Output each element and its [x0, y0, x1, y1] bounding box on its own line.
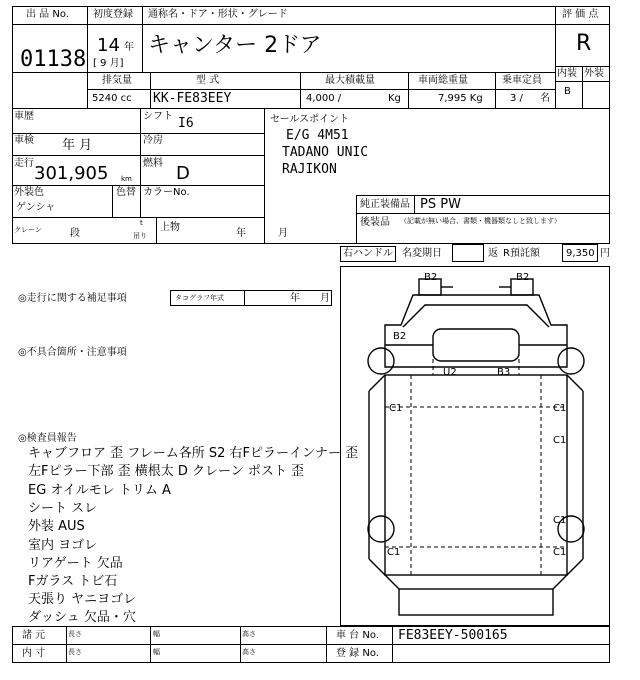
model-code: KK-FE83EEY: [153, 91, 232, 106]
inspection-label: 車検: [14, 135, 34, 146]
dims-label: 諸 元: [22, 630, 46, 641]
r-prediction-label: R預託額: [503, 248, 540, 259]
history-label: 車歴: [14, 111, 34, 122]
mileage-value: 301,905: [34, 163, 109, 184]
max-load-unit: Kg: [388, 93, 401, 104]
driving-notes-label: ◎走行に関する補足事項: [18, 293, 127, 304]
report-line-1: キャブフロア 歪 フレーム各所 S2 右Fピラーインナー 歪: [28, 446, 359, 461]
displacement-label: 排気量: [102, 75, 132, 86]
report-line-8: Fガラス トビ石: [28, 574, 118, 589]
mark-c1-right-low: C1: [553, 515, 567, 526]
mark-b2-left-mirror: B2: [424, 272, 438, 283]
chassis-label: 車 台 No.: [336, 630, 379, 641]
gross-weight: 7,995 Kg: [438, 93, 483, 104]
height-label-2: 高さ: [242, 648, 256, 656]
equipment-value: PS PW: [420, 197, 461, 212]
report-line-7: リアゲート 欠品: [28, 556, 123, 571]
exterior-label: 外装: [584, 68, 604, 79]
sales-point-line-1: E/G 4M51: [286, 128, 349, 143]
capacity: 3 /: [510, 93, 523, 104]
name-change-label: 名変期日: [402, 248, 442, 259]
rhd-label: 右ハンドル: [343, 248, 393, 259]
crane-ton: t: [140, 219, 143, 227]
interior-grade: B: [564, 86, 571, 97]
tacho-year: 年: [290, 293, 300, 304]
damage-diagram: [340, 266, 610, 626]
height-label-1: 高さ: [242, 630, 256, 638]
crane-label: クレーン: [14, 226, 42, 234]
max-load: 4,000 /: [306, 93, 342, 104]
report-line-5: 外装 AUS: [28, 519, 85, 534]
report-line-9: 天張り ヤニヨゴレ: [28, 592, 137, 607]
report-line-2: 左Fピラー下部 歪 横根太 D クレーン ポスト 歪: [28, 464, 305, 479]
sales-point-label: セールスポイント: [270, 114, 350, 125]
lot-label: 出 品 No.: [26, 9, 69, 20]
length-label-1: 長さ: [68, 630, 82, 638]
inner-dims-label: 内 寸: [22, 648, 46, 659]
crane-stage: 段: [70, 228, 80, 239]
r-amount: 9,350: [566, 248, 595, 259]
crane-year: 年: [236, 228, 246, 239]
tacho-month: 月: [320, 293, 330, 304]
mileage-label: 走行: [14, 158, 34, 169]
width-label-2: 幅: [153, 648, 160, 656]
width-label-1: 幅: [153, 630, 160, 638]
defects-label: ◎不具合箇所・注意事項: [18, 347, 127, 358]
mark-c1-right-rear: C1: [553, 547, 567, 558]
report-line-3: EG オイルモレ トリム A: [28, 483, 171, 498]
first-reg-label: 初度登録: [93, 9, 133, 20]
mark-u2: U2: [443, 367, 457, 378]
top-border: [12, 6, 610, 7]
inspector-report-label: ◎検査員報告: [18, 433, 77, 444]
car-name: キャンター 2ドア: [148, 33, 322, 58]
gross-weight-label: 車両総重量: [418, 75, 468, 86]
mark-b2-right-mirror: B2: [516, 272, 530, 283]
chassis-number: FE83EEY-500165: [398, 628, 508, 643]
color-no-label: カラーNo.: [143, 187, 190, 198]
mark-c1-left-rear: C1: [387, 547, 401, 558]
model-label: 型 式: [196, 75, 220, 86]
return-label: 返: [488, 248, 498, 259]
mark-c1-left-upper: C1: [389, 403, 403, 414]
mark-b2-cab: B2: [393, 331, 407, 342]
tachograph-label: タコグラフ年式: [175, 294, 224, 302]
rating-value: R: [576, 31, 592, 56]
fuel-value: D: [176, 163, 190, 184]
inspection-value: 年 月: [62, 138, 93, 153]
aircon-label: 冷房: [143, 135, 163, 146]
capacity-unit: 名: [540, 93, 550, 104]
report-line-4: シート スレ: [28, 501, 98, 516]
capacity-label: 乗車定員: [502, 75, 542, 86]
first-reg-month: [ 9 月]: [93, 58, 124, 69]
mileage-unit: km: [121, 175, 132, 183]
displacement: 5240 cc: [92, 93, 132, 104]
right-border: [609, 6, 610, 109]
registration-label: 登 録 No.: [336, 648, 379, 659]
sales-point-line-2: TADANO UNIC: [282, 145, 369, 160]
first-reg-year: 14: [97, 35, 120, 56]
aftermarket-note: （記載が無い場合、書類・機器類なしと致します）: [400, 217, 561, 225]
equipment-label: 純正装備品: [360, 199, 410, 210]
shift-value: I6: [178, 116, 194, 131]
report-line-10: ダッシュ 欠品・穴: [28, 610, 136, 625]
car-name-label: 通称名・ドア・形状・グレード: [148, 9, 288, 20]
crane-month: 月: [278, 228, 288, 239]
mark-c1-right-mid: C1: [553, 435, 567, 446]
report-line-6: 室内 ヨゴレ: [28, 538, 98, 553]
rating-label: 評 価 点: [562, 9, 599, 20]
left-border: [12, 6, 13, 109]
crane-mount-label: 上物: [160, 222, 180, 233]
sales-point-line-3: RAJIKON: [282, 162, 337, 177]
aftermarket-label: 後装品: [360, 217, 390, 228]
shift-label: シフト: [143, 111, 173, 122]
ext-color-value: ゲンシャ: [16, 202, 56, 213]
ext-color-label: 外装色: [14, 187, 44, 198]
max-load-label: 最大積載量: [325, 75, 375, 86]
r-unit: 円: [600, 248, 610, 259]
lot-number: 01138: [20, 47, 87, 72]
interior-label: 内装: [557, 68, 577, 79]
length-label-2: 長さ: [68, 648, 82, 656]
mark-c1-right-upper: C1: [553, 403, 567, 414]
fuel-label: 燃料: [143, 158, 163, 169]
crane-hoist: 吊り: [133, 232, 147, 240]
truck-outline: [341, 267, 611, 627]
color-change-label: 色替: [116, 187, 136, 198]
mark-b3: B3: [497, 367, 511, 378]
year-unit: 年: [124, 42, 134, 53]
